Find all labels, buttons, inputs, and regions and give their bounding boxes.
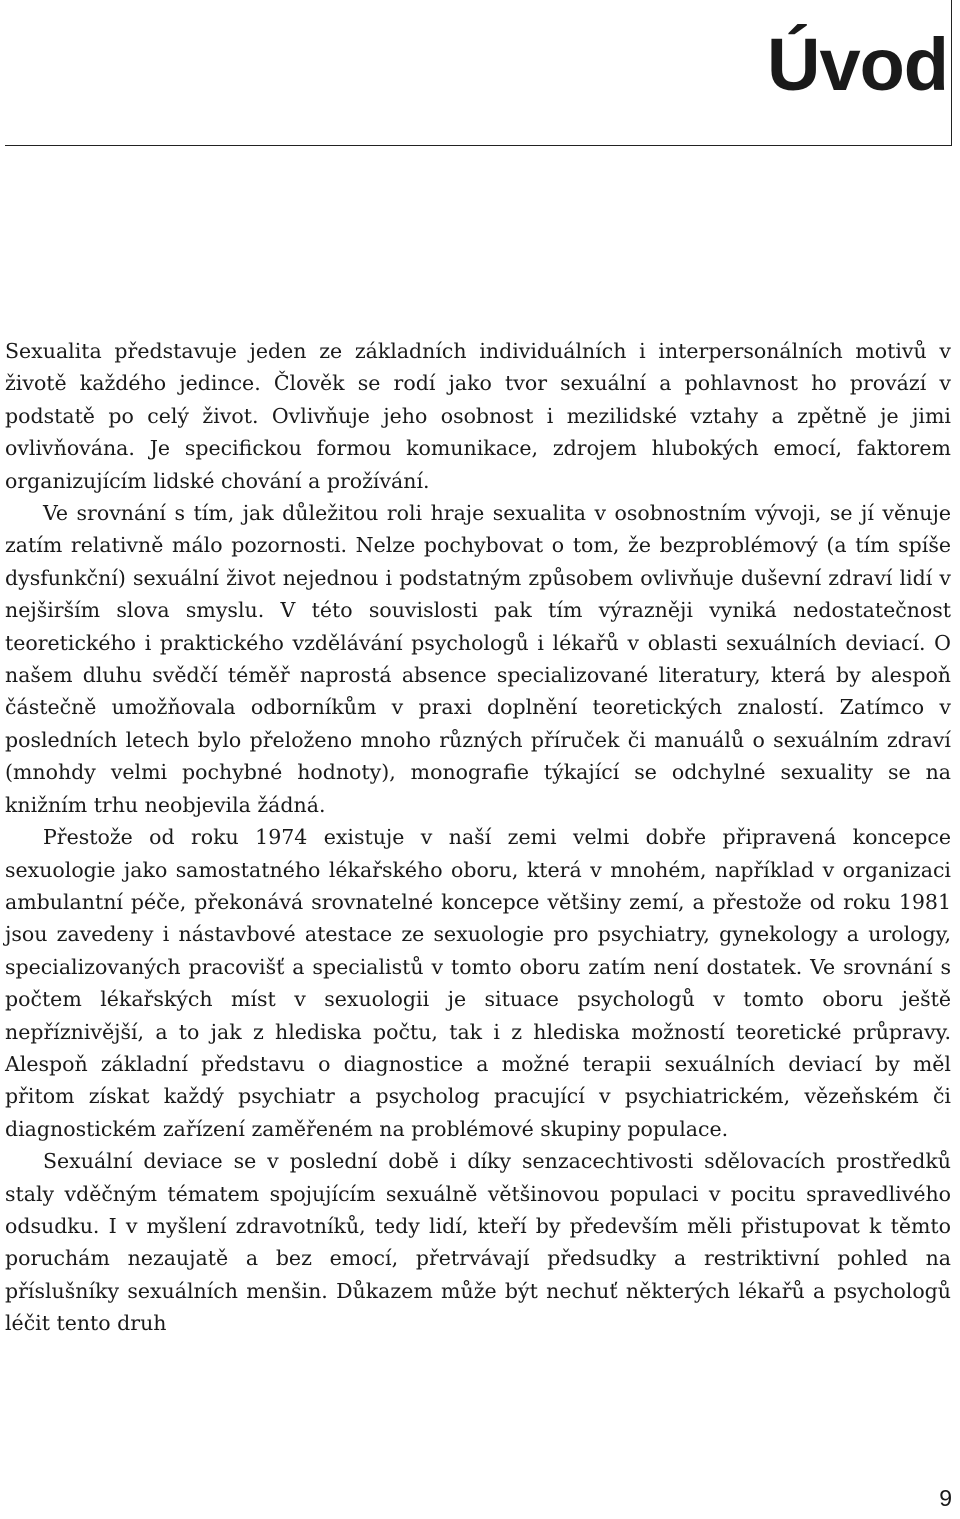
paragraph: Sexualita představuje jeden ze základních individuálních i interpersonálních motivů v životě každého jedince. Člověk se rodí jako tvor sexuální a pohlavnost ho provází v podstatě po celý život. Ovlivňuje jeho osobnost i mezilidské vztahy a zpětně je jimi ovlivňována. Je specifickou formou komunikace, zdrojem hlubokých emocí, faktorem organizujícím lidské chování a prožívání. <box>5 339 951 493</box>
chapter-title: Úvod <box>767 23 948 106</box>
chapter-body <box>5 335 951 1340</box>
header-vertical-rule <box>951 0 952 146</box>
paragraph: Přestože od roku 1974 existuje v naší zemi velmi dobře připravená koncepce sexuologie jako samostatného lékařského oboru, která v mnohém, například v organizaci ambulantní péče, překonává srovnatelné koncepce většiny zemí, a přestože od roku 1981 jsou zavedeny i nástavbové atestace ze sexuologie pro psychiatry, gynekology a urology, specializovaných pracovišť a specialistů v tomto oboru zatím není dostatek. Ve srovnání s počtem lékařských míst v sexuologii je situace psychologů v tomto oboru ještě nepříznivější, a to jak z hlediska počtu, tak i z hlediska možností teoretické průpravy. Alespoň základní představu o diagnostice a možné terapii sexuálních deviací by měl přitom získat každý psychiatr a psycholog pracující v psychiatrickém, vězeňském či diagnostickém zařízení zaměřeném na problémové skupiny populace. <box>5 825 951 1141</box>
paragraph: Sexuální deviace se v poslední době i díky senzacechtivosti sdělovacích prostředků staly vděčným tématem spojujícím sexuálně většinovou populaci v pocitu spravedlivého odsudku. I v myšlení zdravotníků, tedy lidí, kteří by především měli přistupovat k těmto poruchám nezaujatě a bez emocí, přetrvávají předsudky a restriktivní pohled na příslušníky sexuálních menšin. Důkazem může být nechuť některých lékařů a psychologů léčit tento druh <box>5 1149 951 1336</box>
header-horizontal-rule <box>5 145 952 146</box>
page-number: 9 <box>939 1485 952 1511</box>
paragraph: Ve srovnání s tím, jak důležitou roli hraje sexualita v osobnostním vývoji, se jí věnuje zatím relativně málo pozornosti. Nelze pochybovat o tom, že bezproblémový (a tím spíše dysfunkční) sexuální život nejednou i podstatným způsobem ovlivňuje duševní zdraví lidí v nejširším slova smyslu. V této souvislosti pak tím výrazněji vyniká nedostatečnost teoretického i praktického vzdělávání psychologů i lékařů v oblasti sexuálních deviací. O našem dluhu svědčí téměř naprostá absence specializované literatury, která by alespoň částečně umožňovala odborníkům v praxi doplnění teoretických znalostí. Zatímco v posledních letech bylo přeloženo mnoho různých příruček či manuálů o sexuálním zdraví (mnohdy velmi pochybné hodnoty), monografie týkající se odchylné sexuality se na knižním trhu neobjevila žádná. <box>5 501 951 817</box>
